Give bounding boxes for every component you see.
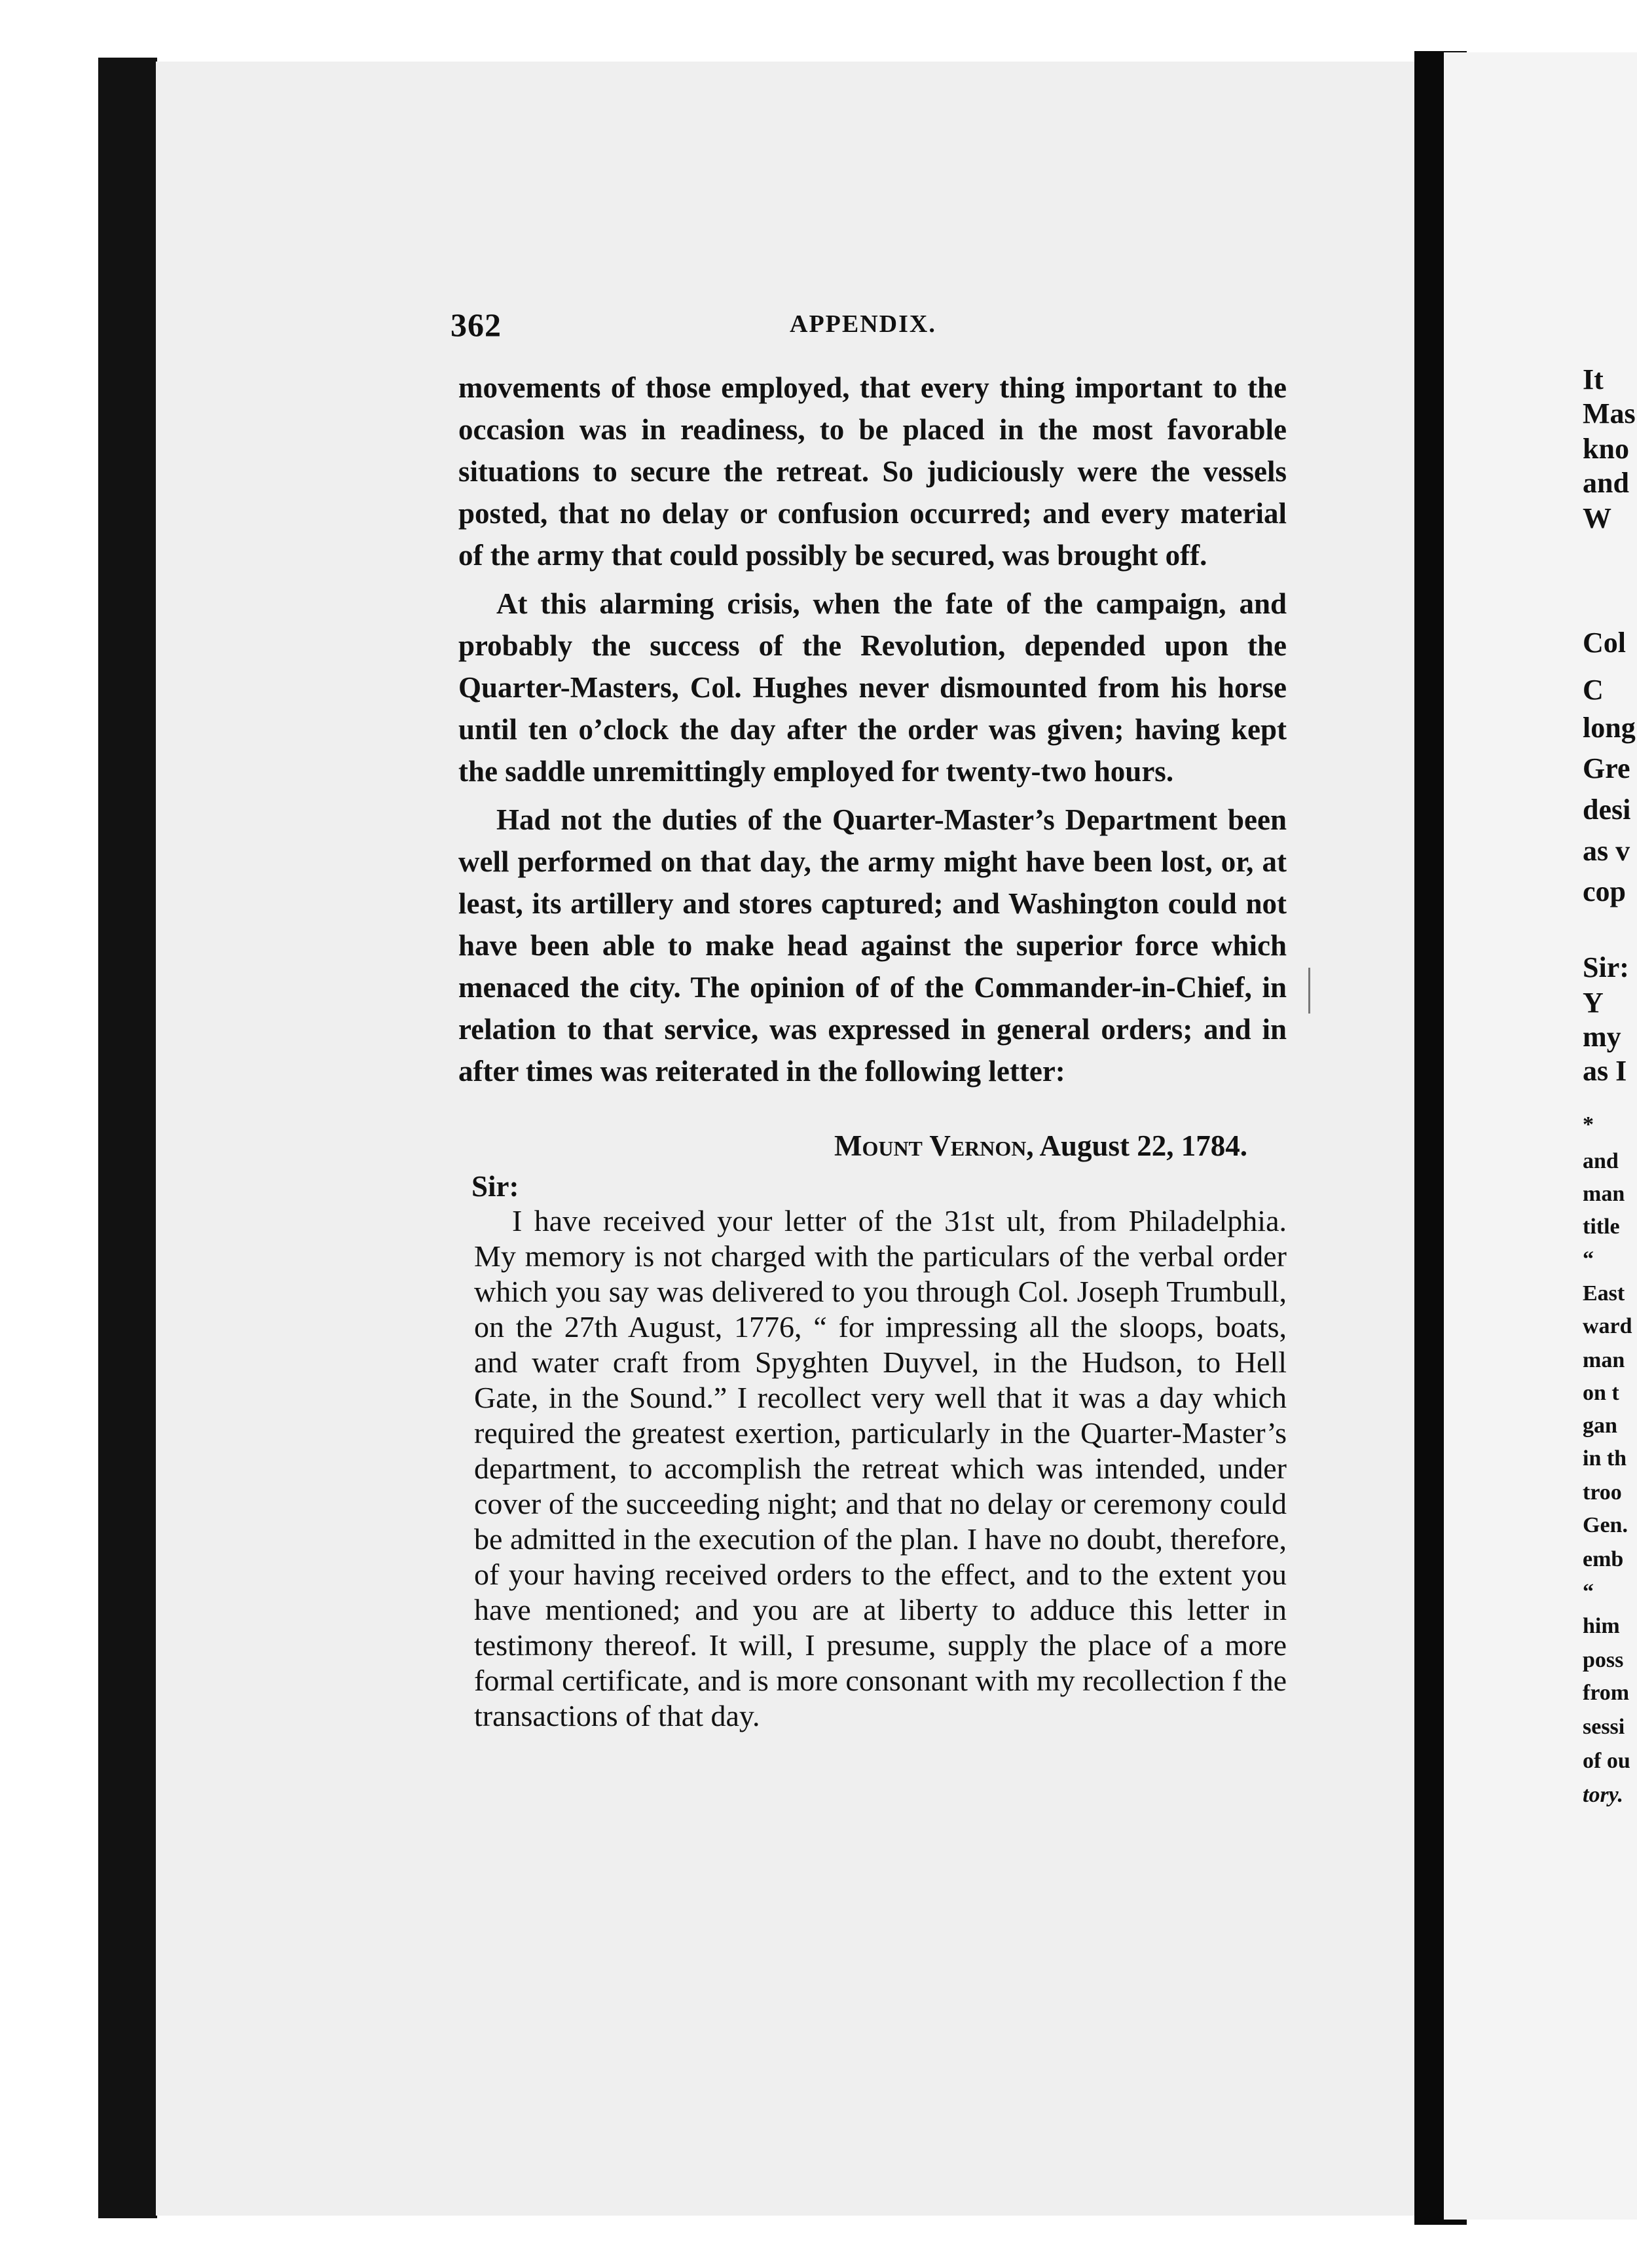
facing-text-line: Sir: — [1583, 951, 1629, 983]
facing-text-line: Gre — [1583, 752, 1630, 784]
facing-footnote-line: him — [1583, 1614, 1620, 1638]
facing-text-line: W — [1583, 502, 1611, 534]
facing-text-line: desi — [1583, 794, 1631, 826]
facing-text-line: Col — [1583, 627, 1626, 659]
facing-footnote-line: title — [1583, 1215, 1620, 1239]
running-head — [451, 306, 1282, 352]
facing-footnote-line: from — [1583, 1681, 1630, 1705]
book-binding-edge — [98, 58, 157, 2218]
facing-text-line: and — [1583, 467, 1629, 499]
letter-place: Mount Vernon, — [834, 1129, 1034, 1162]
facing-footnote-line: poss — [1583, 1648, 1624, 1672]
paragraph-retreat: movements of those employed, that every thing important to the occasion was in readiness, to be placed in the most favorable situations to secure the retreat. So judiciously were the vessels posted, that no delay or confusion occurred; and every material of the army that could possibly be secured, was brought off. — [458, 371, 1287, 572]
letter-dateline — [458, 1125, 1287, 1167]
facing-footnote-line: tory. — [1583, 1783, 1624, 1807]
facing-footnote-line: sessi — [1583, 1715, 1625, 1739]
facing-text-line: as I — [1583, 1055, 1627, 1087]
facing-footnote-line: “ — [1583, 1580, 1594, 1604]
facing-footnote-line: of ou — [1583, 1749, 1630, 1773]
facing-footnote-line: Gen. — [1583, 1513, 1628, 1537]
facing-text-line: kno — [1583, 433, 1629, 465]
letter-salutation: Sir: — [471, 1170, 519, 1203]
facing-footnote-line: troo — [1583, 1480, 1622, 1505]
facing-footnote-line: East — [1583, 1281, 1625, 1306]
header-title: APPENDIX. — [790, 310, 936, 338]
facing-text-line: cop — [1583, 875, 1626, 907]
facing-footnote-line: and — [1583, 1149, 1619, 1173]
facing-footnote-line: man — [1583, 1348, 1625, 1372]
facing-text-line: my — [1583, 1021, 1621, 1053]
facing-footnote-line: “ — [1583, 1247, 1594, 1271]
paragraph-quartermaster: Had not the duties of the Quarter-Master’s Department been well performed on that day, the army might have been lost, or, at least, its artillery and stores captured; and Washington could not have been able to make head against the superior force which menaced the city. The opinion of of the Commander-in-Chief, in relation to that service, was expressed in general orders; and in after times was reiterated in the following letter: — [458, 803, 1287, 1088]
page-number: 362 — [451, 306, 502, 343]
margin-mark — [1308, 968, 1310, 1014]
facing-footnote-line: emb — [1583, 1547, 1624, 1571]
facing-footnote-line: gan — [1583, 1414, 1617, 1438]
letter-date: August 22, 1784. — [1039, 1129, 1247, 1162]
facing-footnote-line: on t — [1583, 1381, 1619, 1405]
facing-page-edge — [1444, 52, 1637, 2220]
facing-text-line: It — [1583, 363, 1604, 395]
paragraph-crisis: At this alarming crisis, when the fate of the campaign, and probably the success of the Revolution, depended upon the Quarter-Masters, Col. Hughes never dismounted from his horse until ten o’clock the day after the order was given; having kept the saddle unremittingly employed for twenty-two hours. — [458, 587, 1287, 788]
facing-text-line: as v — [1583, 835, 1630, 867]
facing-text-line: C — [1583, 674, 1604, 706]
letter-body: I have received your letter of the 31st ult, from Philadelphia. My memory is not charged with the particulars of the verbal order which you say was delivered to you through Col. Joseph Trumbull, on the 27th August, 1776, “ for impressing all the sloops, boats, and water craft from Spyghten Duyvel, in the Hudson, to Hell Gate, in the Sound.” I recollect very well that it was a day which required the greatest exertion, particularly in the Quarter-Master’s department, to accomplish the retreat which was intended, under cover of the succeeding night; and that no delay or ceremony could be admitted in the execution of the plan. I have no doubt, therefore, of your having received orders to the effect, and to the extent you have mentioned; and you are at liberty to adduce this letter in testimony thereof. It will, I presume, supply the place of a more formal certificate, and is more consonant with my recollection f the transactions of that day. — [474, 1204, 1287, 1732]
facing-text-line: long — [1583, 712, 1636, 744]
facing-footnote-line: man — [1583, 1182, 1625, 1206]
facing-footnote-line: * — [1583, 1112, 1594, 1137]
body-text — [458, 367, 1287, 1734]
facing-text-line: Mas — [1583, 397, 1636, 430]
facing-footnote-line: in th — [1583, 1446, 1627, 1471]
facing-text-line: Y — [1583, 987, 1604, 1019]
facing-footnote-line: ward — [1583, 1314, 1632, 1338]
